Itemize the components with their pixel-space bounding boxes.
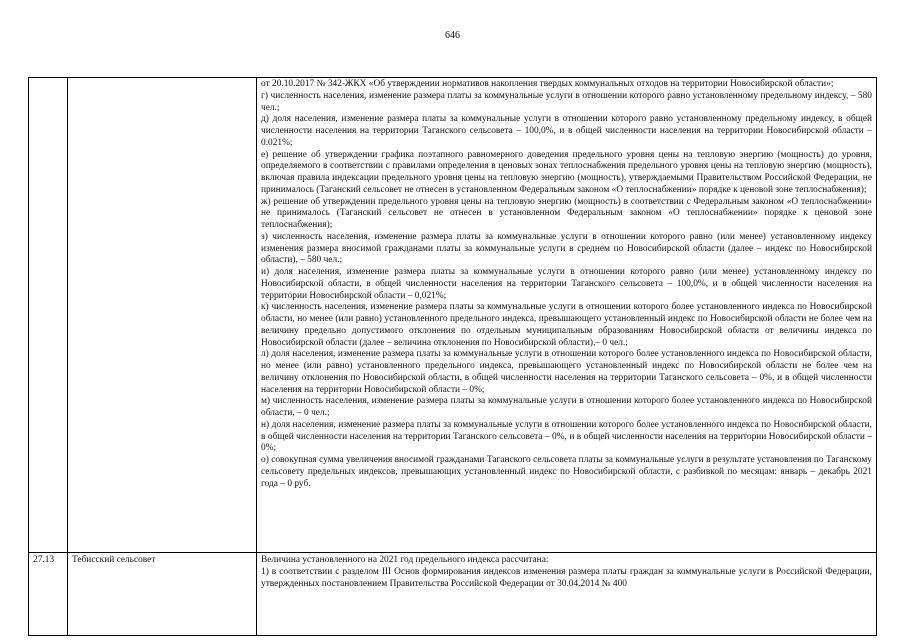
page-number: 646 (445, 30, 460, 41)
row-number-cell (29, 78, 68, 553)
paragraph: л) доля населения, изменение размера платы за коммунальные услуги в отношении которого более установленного индекса по Новосибирской области, но менее (или равно) установленного предельного индекса, превышающего установленный индекс по Новосибирской области не более чем на величину отклонения по Новосибирской области, в общей численности населения на территории Таганского сельсовета – 0%, и в общей численности населения на территории Новосибирской области – 0%; (261, 349, 872, 395)
paragraph: з) численность населения, изменение размера платы за коммунальные услуги в отношении которого равно (или менее) установленному индексу изменения размера вносимой гражданами платы за коммунальные услуги в среднем по Новосибирской области (далее – индекс по Новосибирской области), – 580 чел.; (261, 231, 872, 266)
paragraph: о) совокупная сумма увеличения вносимой гражданами Таганского сельсовета платы за коммунальные услуги в результате установления по Таганскому сельсовету предельных индексов, превышающих установленный индекс по Новосибирской области, с разбивкой по месяцам: январь – декабрь 2021 года – 0 руб. (261, 455, 872, 489)
paragraph: Величина установленного на 2021 год предельного индекса рассчитана: (261, 555, 549, 565)
paragraph: е) решение об утверждении графика поэтапного равномерного доведения предельного уровня цены на тепловую энергию (мощность) до уровня, определяемого в соответствии с правилами определения в ценовых зонах теплоснабжения предельного уровня цены на тепловую энергию (мощность), включая правила индексации предельного уровня цены на тепловую энергию (мощность), утверждаемыми Правительством Российской Федерации, не принималось (Таганский сельсовет не отнесен в установленном Федеральным законом «О теплоснабжении» порядке к ценовой зоне теплоснабжения); (261, 149, 872, 195)
paragraph: 1) в соответствии с разделом III Основ формирования индексов изменения размера платы граждан за коммунальные услуги в Российской Федерации, утвержденных постановлением Правительства Российской Федерации от 30.04.2014 № 400 (261, 566, 872, 589)
indices-table (28, 77, 877, 636)
description-cell (257, 78, 877, 553)
paragraph: к) численность населения, изменение размера платы за коммунальные услуги в отношении которого более установленного индекса по Новосибирской области, но менее (или равно) установленного предельного индекса, превышающего установленный индекс по Новосибирской области не более чем на величину предельно допустимого отклонения по отдельным муниципальным образованиям Новосибирской области от величины индекса по Новосибирской области (далее – величина отклонения по Новосибирской области),– 0 чел.; (261, 302, 872, 348)
table-row (29, 553, 877, 636)
paragraph: н) доля населения, изменение размера платы за коммунальные услуги в отношении которого более установленного индекса по Новосибирской области, в общей численности населения на территории Таганского сельсовета – 0%, и в общей численности населения на территории Новосибирской области – 0%; (261, 419, 872, 454)
municipality-cell: Тебисский сельсовет (68, 553, 257, 636)
paragraph: г) численность населения, изменение размера платы за коммунальные услуги в отношении которого равно установленному предельному индексу, – 580 чел.; (261, 90, 872, 113)
paragraph: ж) решение об утверждении предельного уровня цены на тепловую энергию (мощность) в соответствии с Федеральным законом «О теплоснабжении» не принималось (Таганский сельсовет не отнесен в установленном Федеральным законом «О теплоснабжении» порядке к ценовой зоне теплоснабжения); (261, 196, 872, 230)
paragraph: м) численность населения, изменение размера платы за коммунальные услуги в отношении которого более установленного индекса по Новосибирской области, – 0 чел.; (261, 396, 872, 418)
paragraph: и) доля населения, изменение размера платы за коммунальные услуги в отношении которого равно (или менее) установленному индексу по Новосибирской области, в общей численности населения на территории Таганского сельсовета – 100,0%, и в общей численности населения на территории Новосибирской области – 0,021%; (261, 267, 872, 301)
municipality-cell (68, 78, 257, 553)
table-row (29, 78, 877, 553)
row-number-cell: 27.13 (29, 553, 68, 636)
paragraph: д) доля населения, изменение размера платы за коммунальные услуги в отношении которого равно установленному предельному индексу, в общей численности населения на территории Таганского сельсовета – 100,0%, и в общей численности населения на территории Новосибирской области – 0.021%; (261, 114, 872, 148)
paragraph: от 20.10.2017 № 342-ЖКХ «Об утверждении нормативов накопления твердых коммунальных отходов на территории Новосибирской области»; (261, 79, 834, 89)
description-cell (257, 553, 877, 636)
